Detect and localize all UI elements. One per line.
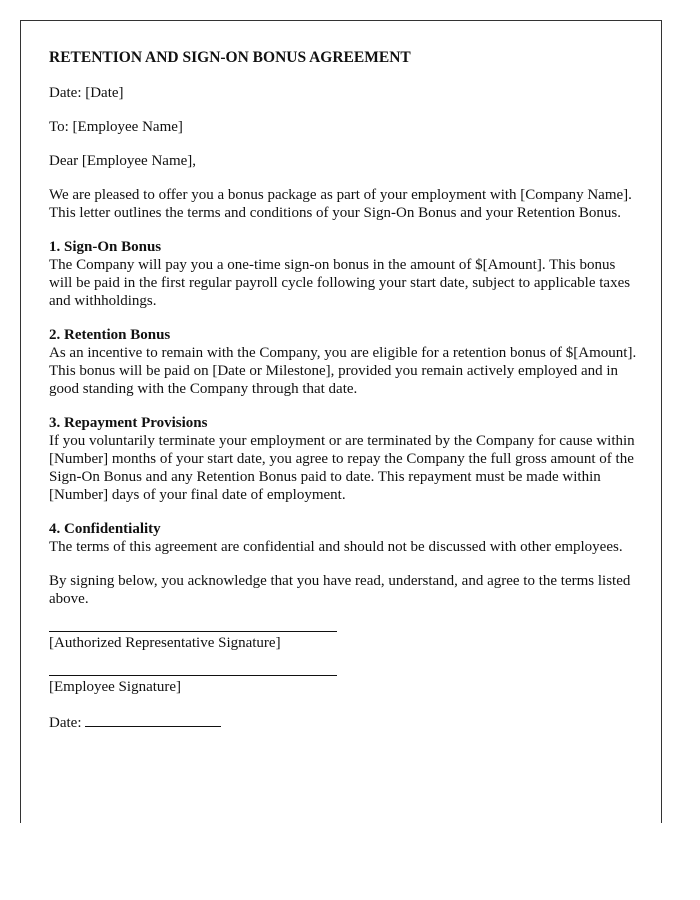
document-title: RETENTION AND SIGN-ON BONUS AGREEMENT: [49, 49, 411, 66]
date-line: Date: [Date]: [49, 85, 124, 101]
intro-paragraph: We are pleased to offer you a bonus package as part of your employment with [Company Name]. This letter outlines the terms and conditions of your Sign-On Bonus and your Retention Bonus.: [49, 187, 632, 221]
salutation: Dear [Employee Name],: [49, 153, 197, 169]
section-confidentiality: [49, 520, 639, 556]
section-sign-on-bonus: [49, 238, 639, 310]
section-retention-bonus: [49, 326, 639, 398]
section-heading: 4. Confidentiality: [49, 521, 161, 537]
acknowledgement-paragraph: By signing below, you acknowledge that you have read, understand, and agree to the terms listed above.: [49, 573, 631, 607]
signature-date-label: Date:: [49, 715, 82, 731]
section-body: As an incentive to remain with the Company, you are eligible for a retention bonus of $[Amount]. This bonus will be paid on [Date or Milestone], provided you remain actively employed and in good standing with the Company through that date.: [49, 345, 637, 397]
section-heading: 2. Retention Bonus: [49, 327, 171, 343]
section-body: If you voluntarily terminate your employment or are terminated by the Company for cause within [Number] months of your start date, you agree to repay the Company the full gross amount of the Sign-On Bonus and any Retention Bonus paid to date. This repayment must be made within [Number] days of your final date of employment.: [49, 433, 635, 503]
signature-label: [Employee Signature]: [49, 679, 182, 695]
section-body: The Company will pay you a one-time sign-on bonus in the amount of $[Amount]. This bonus will be paid in the first regular payroll cycle following your start date, subject to applicable taxes and withholdings.: [49, 257, 631, 309]
employee-signature-block: [49, 675, 337, 696]
authorized-representative-signature-block: [49, 631, 337, 652]
signature-date-blank: [85, 712, 221, 727]
recipient-line: To: [Employee Name]: [49, 119, 183, 135]
section-heading: 3. Repayment Provisions: [49, 415, 208, 431]
section-repayment-provisions: [49, 414, 639, 504]
section-heading: 1. Sign-On Bonus: [49, 239, 162, 255]
signature-date-line: [49, 712, 661, 732]
signature-line: [49, 675, 337, 676]
section-body: The terms of this agreement are confidential and should not be discussed with other employees.: [49, 539, 623, 555]
document-page: [20, 20, 662, 823]
signature-label: [Authorized Representative Signature]: [49, 635, 281, 651]
signature-line: [49, 631, 337, 632]
